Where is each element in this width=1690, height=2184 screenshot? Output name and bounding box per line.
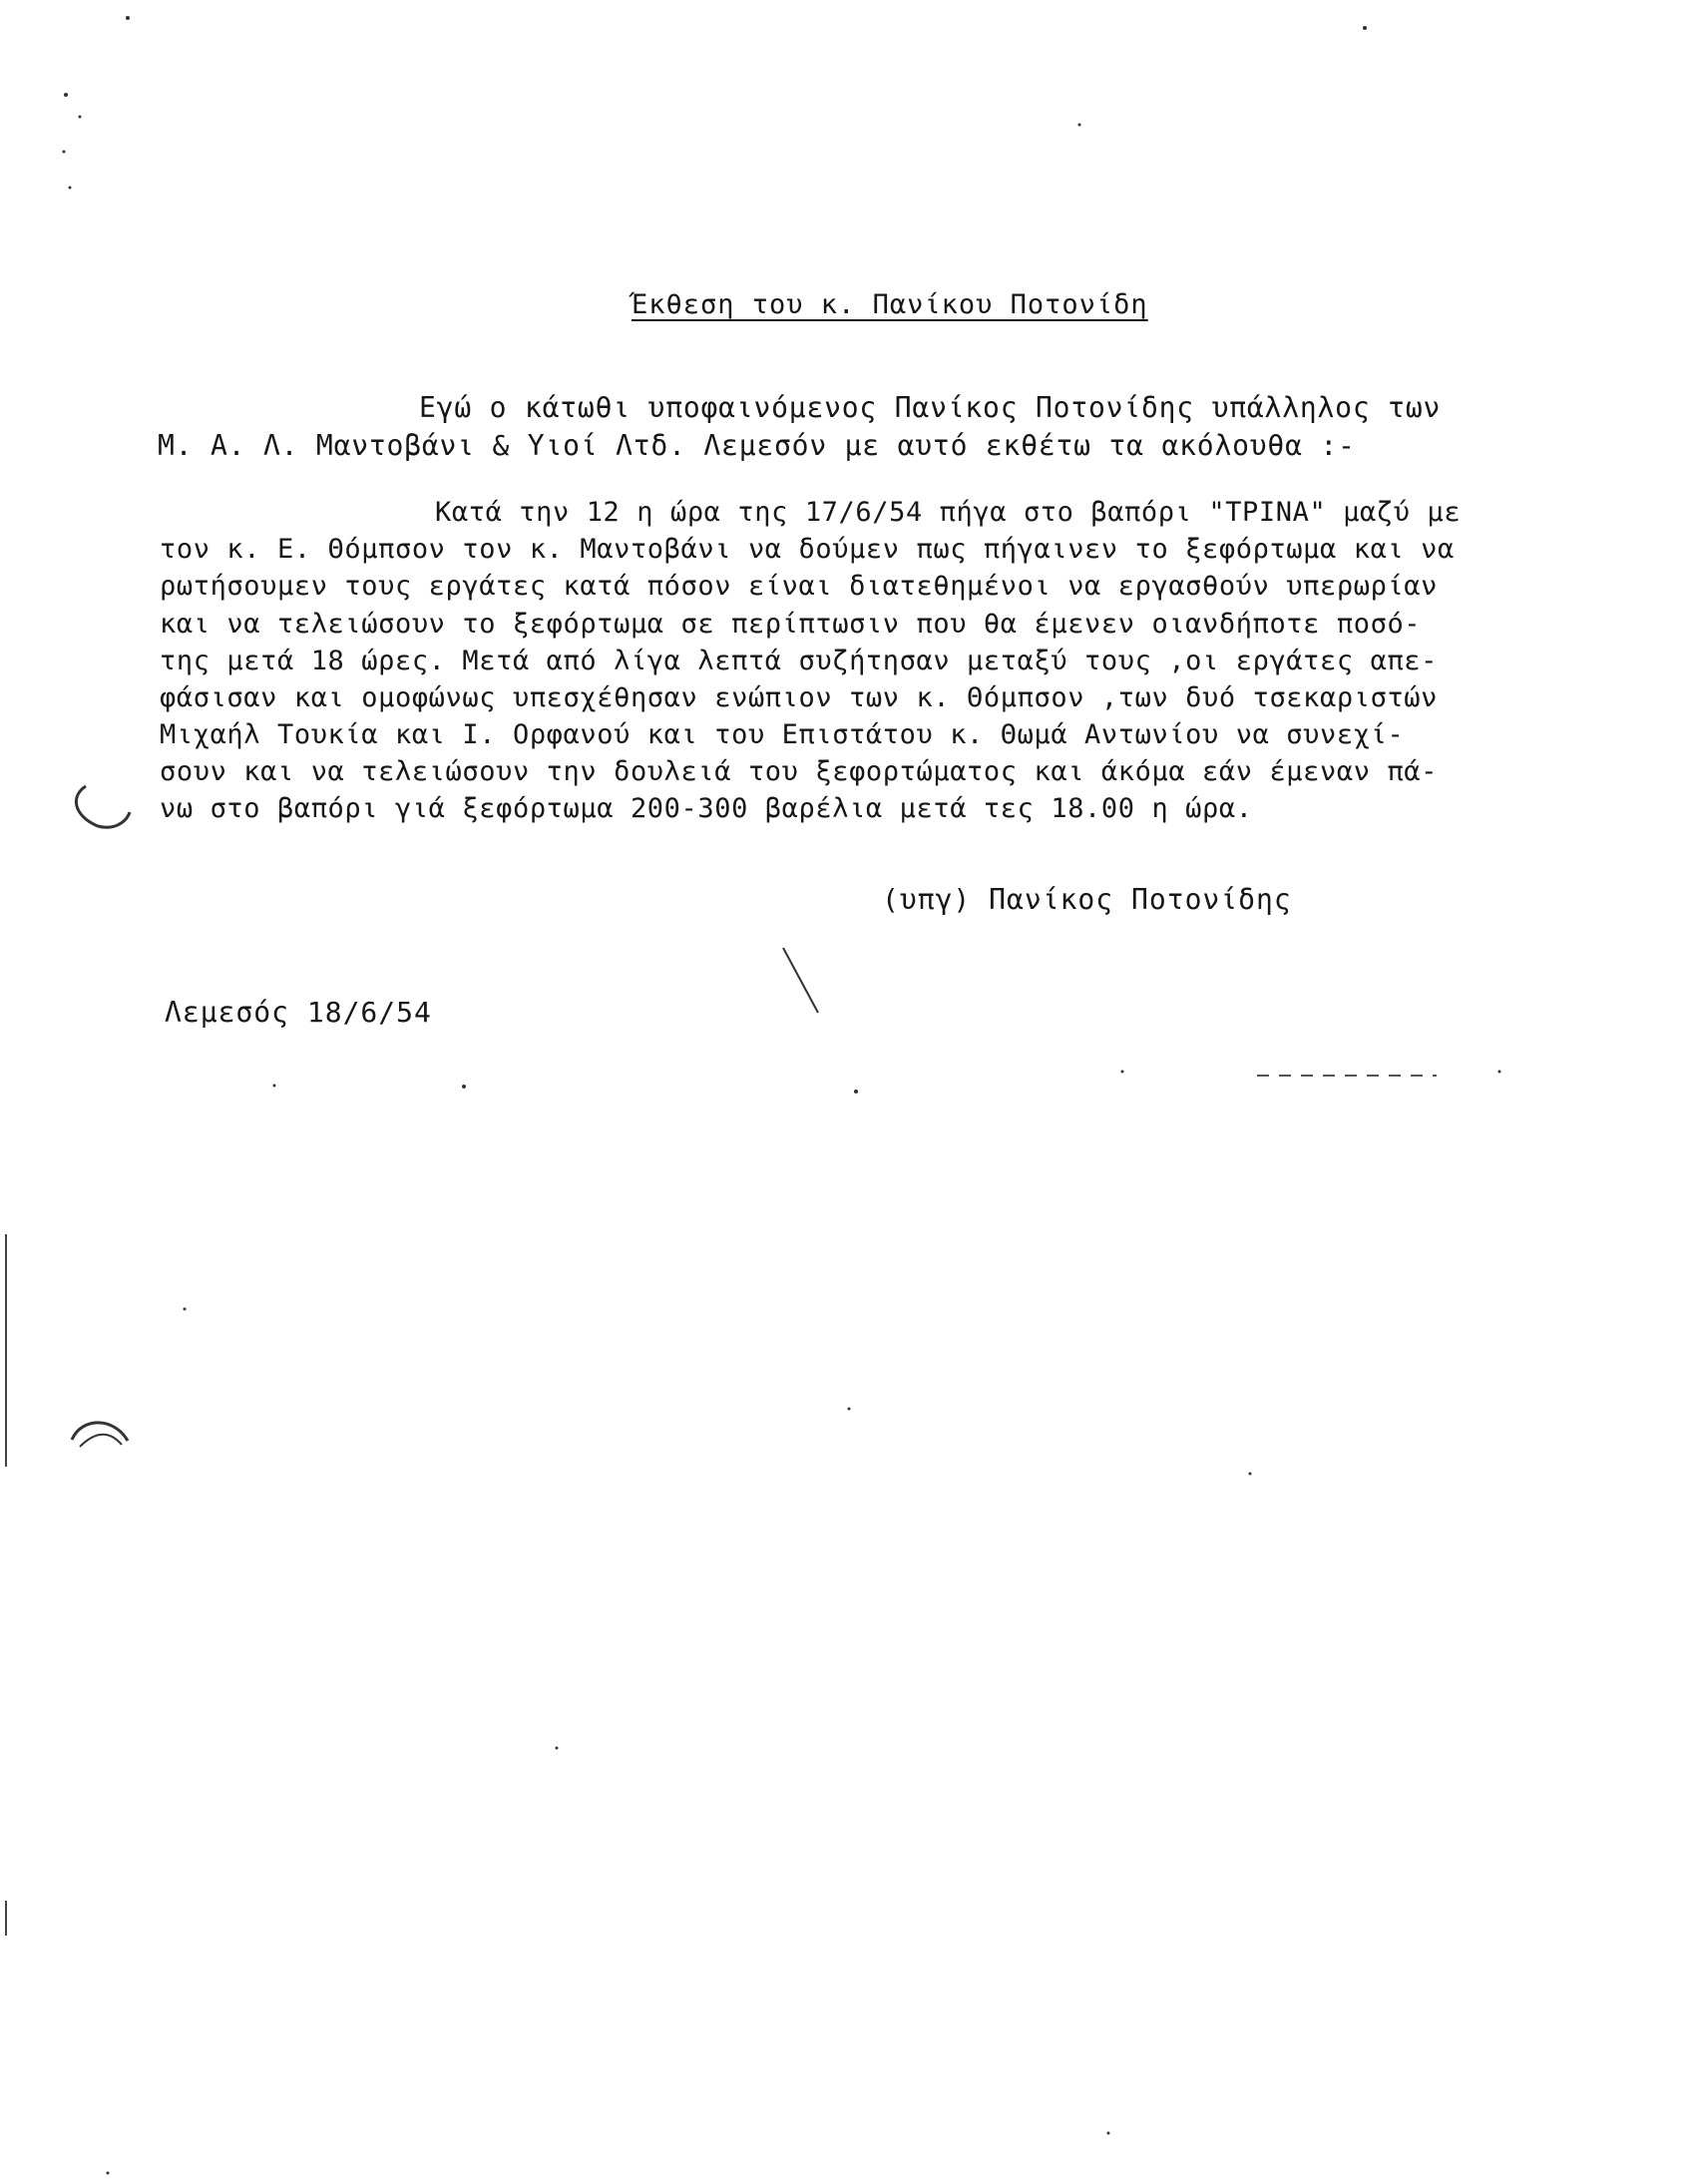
place-and-date: Λεμεσός 18/6/54 [165, 996, 432, 1029]
body-line-2: τον κ. Ε. Θόμπσον τον κ. Μαντοβάνι να δούμεν πως πήγαινεν το ξεφόρτωμα και να [160, 534, 1455, 565]
body-line-5: της μετά 18 ώρες. Μετά από λίγα λεπτά συζήτησαν μεταξύ τους ,οι εργάτες απε- [160, 646, 1439, 676]
intro-line-2: Μ. Α. Λ. Μαντοβάνι & Υιοί Λτδ. Λεμεσόν με αυτό εκθέτω τα ακόλουθα :- [158, 429, 1356, 462]
body-line-8: σουν και να τελειώσουν την δουλειά του ξεφορτώματος και άκόμα εάν έμεναν πά- [160, 756, 1439, 787]
body-line-3: ρωτήσουμεν τους εργάτες κατά πόσον είναι διατεθημένοι να εργασθούν υπερωρίαν [160, 571, 1439, 602]
body-line-9: νω στο βαπόρι γιά ξεφόρτωμα 200-300 βαρέλια μετά τες 18.00 η ώρα. [160, 793, 1253, 824]
signature: (υπγ) Πανίκος Ποτονίδης [882, 883, 1292, 916]
document-title: Έκθεση του κ. Πανίκου Ποτονίδη [632, 289, 1148, 320]
body-line-4: και να τελειώσουν το ξεφόρτωμα σε περίπτωσιν που θα έμενεν οιανδήποτε ποσό- [160, 609, 1422, 640]
body-line-1: Κατά την 12 η ώρα της 17/6/54 πήγα στο βαπόρι "ΤΡΙΝΑ" μαζύ με [435, 497, 1462, 528]
intro-line-1: Εγώ ο κάτωθι υποφαινόμενος Πανίκος Ποτονίδης υπάλληλος των [419, 391, 1442, 424]
body-line-6: φάσισαν και ομοφώνως υπεσχέθησαν ενώπιον των κ. Θόμπσον ,των δυό τσεκαριστών [160, 682, 1439, 713]
body-line-7: Μιχαήλ Τουκία και Ι. Ορφανού και του Επιστάτου κ. Θωμά Αντωνίου να συνεχί- [160, 719, 1405, 750]
